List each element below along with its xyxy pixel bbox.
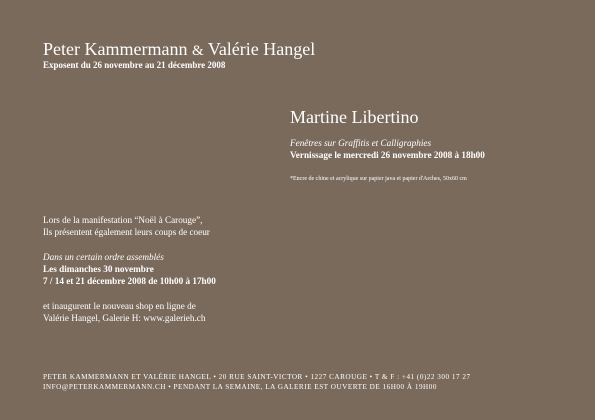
event-italic: Dans un certain ordre assemblés xyxy=(43,252,164,262)
event-dates-2: 7 / 14 et 21 décembre 2008 de 10h00 à 17h00 xyxy=(43,276,216,286)
shop-line-1: et inaugurent le nouveau shop en ligne de xyxy=(43,301,196,311)
technique-note: *Encre de chine et acrylique sur papier java et papier d'Arches, 50x60 cm xyxy=(290,176,467,182)
title-ampersand: & xyxy=(191,43,204,59)
event-dates-1: Les dimanches 30 novembre xyxy=(43,264,154,274)
footer-contact: INFO@PETERKAMMERMANN.CH • PENDANT LA SEMAINE, LA GALERIE EST OUVERTE DE 16H00 À 19H00 xyxy=(43,383,437,391)
title-artist-1: Peter Kammermann xyxy=(43,39,188,59)
page-title xyxy=(43,39,315,60)
vernissage: Vernissage le mercredi 26 novembre 2008 à 18h00 xyxy=(290,150,485,160)
title-artist-2: Valérie Hangel xyxy=(207,39,316,59)
event-line-1: Lors de la manifestation “Noël à Carouge”, xyxy=(43,215,203,225)
featured-works: Fenêtres sur Graffitis et Calligraphies xyxy=(290,138,432,148)
featured-artist: Martine Libertino xyxy=(290,107,419,127)
shop-line-2: Valérie Hangel, Galerie H: www.galerieh.ch xyxy=(43,313,206,323)
footer-address: PETER KAMMERMANN ET VALÉRIE HANGEL • 20 RUE SAINT-VICTOR • 1227 CAROUGE • T & F : +41 (0)22 300 17 27 xyxy=(43,373,471,381)
exhibition-dates: Exposent du 26 novembre au 21 décembre 2008 xyxy=(43,60,226,70)
event-line-2: Ils présentent également leurs coups de coeur xyxy=(43,227,210,237)
